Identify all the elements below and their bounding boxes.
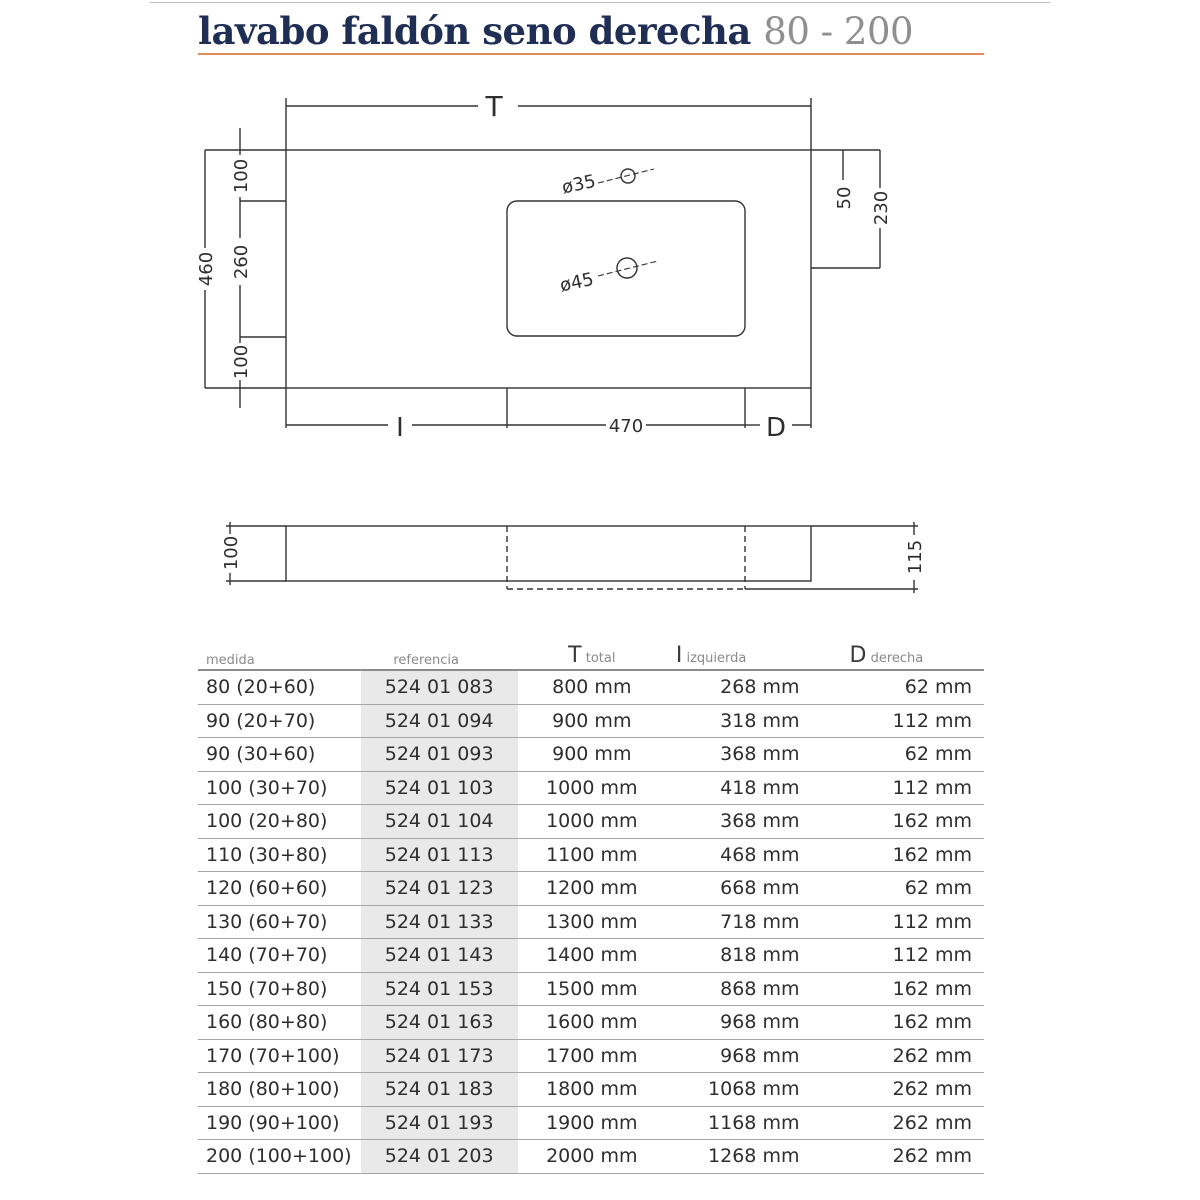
- cell-medida: 140 (70+70): [198, 939, 361, 973]
- countertop-outline: [286, 150, 811, 388]
- cell-medida: 100 (30+70): [198, 771, 361, 805]
- top-view: [196, 90, 892, 443]
- cell-total: 1200 mm: [518, 872, 666, 906]
- table-row: [198, 838, 984, 872]
- cell-medida: 100 (20+80): [198, 805, 361, 839]
- cell-total: 900 mm: [518, 738, 666, 772]
- cell-der: 112 mm: [825, 704, 984, 738]
- header-izquierda-letter: I: [675, 643, 683, 668]
- cell-izq: 268 mm: [666, 670, 826, 704]
- cell-izq: 718 mm: [666, 905, 826, 939]
- table-row: [198, 1006, 984, 1040]
- cell-izq: 468 mm: [666, 838, 826, 872]
- table-row: [198, 704, 984, 738]
- table-row: [198, 1106, 984, 1140]
- title-main: lavabo faldón seno derecha: [198, 9, 751, 53]
- header-total: [518, 638, 666, 670]
- cell-izq: 368 mm: [666, 738, 826, 772]
- cell-total: 1700 mm: [518, 1039, 666, 1073]
- header-izquierda-word: izquierda: [686, 651, 747, 666]
- cell-total: 800 mm: [518, 670, 666, 704]
- header-izquierda: [666, 638, 826, 670]
- cell-der: 112 mm: [825, 905, 984, 939]
- side-right-height: 115: [905, 539, 926, 575]
- cell-total: 1300 mm: [518, 905, 666, 939]
- side-profile: [286, 526, 811, 581]
- cell-medida: 150 (70+80): [198, 972, 361, 1006]
- table-row: [198, 805, 984, 839]
- cell-ref: 524 01 153: [361, 972, 518, 1006]
- table-row: [198, 1140, 984, 1174]
- cell-ref: 524 01 094: [361, 704, 518, 738]
- cell-izq: 418 mm: [666, 771, 826, 805]
- dim-left-label: I: [396, 413, 404, 443]
- cell-ref: 524 01 104: [361, 805, 518, 839]
- dim-basin-width: 470: [608, 416, 644, 437]
- table-row: [198, 905, 984, 939]
- cell-total: 1600 mm: [518, 1006, 666, 1040]
- cell-der: 262 mm: [825, 1106, 984, 1140]
- dimensions-table: [198, 638, 984, 1174]
- side-left-height: 100: [221, 535, 242, 571]
- cell-ref: 524 01 143: [361, 939, 518, 973]
- hole-large: [617, 258, 637, 278]
- cell-der: 62 mm: [825, 670, 984, 704]
- hole-large-label: ø45: [558, 268, 596, 297]
- dim-left-middle: 260: [231, 244, 252, 280]
- cell-total: 1100 mm: [518, 838, 666, 872]
- cell-medida: 110 (30+80): [198, 838, 361, 872]
- cell-izq: 968 mm: [666, 1039, 826, 1073]
- cell-medida: 200 (100+100): [198, 1140, 361, 1174]
- cell-izq: 368 mm: [666, 805, 826, 839]
- cell-der: 262 mm: [825, 1140, 984, 1174]
- cell-medida: 90 (30+60): [198, 738, 361, 772]
- cell-der: 112 mm: [825, 771, 984, 805]
- hole-small-label: ø35: [560, 170, 598, 199]
- cell-izq: 968 mm: [666, 1006, 826, 1040]
- cell-izq: 818 mm: [666, 939, 826, 973]
- cell-total: 2000 mm: [518, 1140, 666, 1174]
- cell-medida: 190 (90+100): [198, 1106, 361, 1140]
- header-total-letter: T: [568, 643, 582, 668]
- cell-medida: 80 (20+60): [198, 670, 361, 704]
- cell-ref: 524 01 113: [361, 838, 518, 872]
- cell-medida: 90 (20+70): [198, 704, 361, 738]
- table-row: [198, 670, 984, 704]
- dim-right-total: 230: [871, 190, 892, 226]
- header-derecha-letter: D: [849, 643, 867, 668]
- dim-depth-total: 460: [196, 251, 217, 287]
- cell-total: 1000 mm: [518, 771, 666, 805]
- cell-ref: 524 01 203: [361, 1140, 518, 1174]
- cell-izq: 1068 mm: [666, 1073, 826, 1107]
- cell-izq: 868 mm: [666, 972, 826, 1006]
- cell-ref: 524 01 083: [361, 670, 518, 704]
- cell-der: 162 mm: [825, 838, 984, 872]
- cell-der: 62 mm: [825, 738, 984, 772]
- cell-ref: 524 01 103: [361, 771, 518, 805]
- cell-total: 900 mm: [518, 704, 666, 738]
- header-medida: [198, 638, 361, 670]
- header-referencia: [361, 638, 518, 670]
- cell-total: 1500 mm: [518, 972, 666, 1006]
- cell-ref: 524 01 193: [361, 1106, 518, 1140]
- cell-der: 112 mm: [825, 939, 984, 973]
- table-row: [198, 738, 984, 772]
- table-row: [198, 1039, 984, 1073]
- cell-medida: 170 (70+100): [198, 1039, 361, 1073]
- cell-der: 162 mm: [825, 1006, 984, 1040]
- cell-izq: 318 mm: [666, 704, 826, 738]
- cell-izq: 1268 mm: [666, 1140, 826, 1174]
- cell-der: 262 mm: [825, 1073, 984, 1107]
- cell-medida: 120 (60+60): [198, 872, 361, 906]
- cell-ref: 524 01 173: [361, 1039, 518, 1073]
- header-total-word: total: [585, 651, 616, 666]
- cell-der: 62 mm: [825, 872, 984, 906]
- cell-ref: 524 01 183: [361, 1073, 518, 1107]
- table-row: [198, 939, 984, 973]
- cell-medida: 180 (80+100): [198, 1073, 361, 1107]
- cell-medida: 130 (60+70): [198, 905, 361, 939]
- title-range: 80 - 200: [763, 10, 914, 53]
- cell-der: 162 mm: [825, 972, 984, 1006]
- cell-izq: 668 mm: [666, 872, 826, 906]
- header-medida-label: medida: [206, 653, 255, 668]
- side-view: [221, 522, 926, 593]
- dim-right-label: D: [765, 413, 787, 443]
- table-row: [198, 771, 984, 805]
- dim-left-lower: 100: [231, 344, 252, 380]
- table-row: [198, 972, 984, 1006]
- cell-total: 1800 mm: [518, 1073, 666, 1107]
- dim-left-upper: 100: [231, 158, 252, 194]
- cell-ref: 524 01 123: [361, 872, 518, 906]
- cell-izq: 1168 mm: [666, 1106, 826, 1140]
- header-referencia-label: referencia: [393, 653, 459, 668]
- table-header-row: [198, 638, 984, 670]
- table-row: [198, 872, 984, 906]
- cell-ref: 524 01 163: [361, 1006, 518, 1040]
- cell-total: 1000 mm: [518, 805, 666, 839]
- cell-medida: 160 (80+80): [198, 1006, 361, 1040]
- cell-ref: 524 01 133: [361, 905, 518, 939]
- cell-total: 1900 mm: [518, 1106, 666, 1140]
- dim-total-label: T: [485, 90, 503, 123]
- table-row: [198, 1073, 984, 1107]
- cell-total: 1400 mm: [518, 939, 666, 973]
- header-derecha: [825, 638, 984, 670]
- cell-ref: 524 01 093: [361, 738, 518, 772]
- cell-der: 162 mm: [825, 805, 984, 839]
- header-derecha-word: derecha: [870, 651, 924, 666]
- dim-right-upper: 50: [834, 186, 855, 210]
- cell-der: 262 mm: [825, 1039, 984, 1073]
